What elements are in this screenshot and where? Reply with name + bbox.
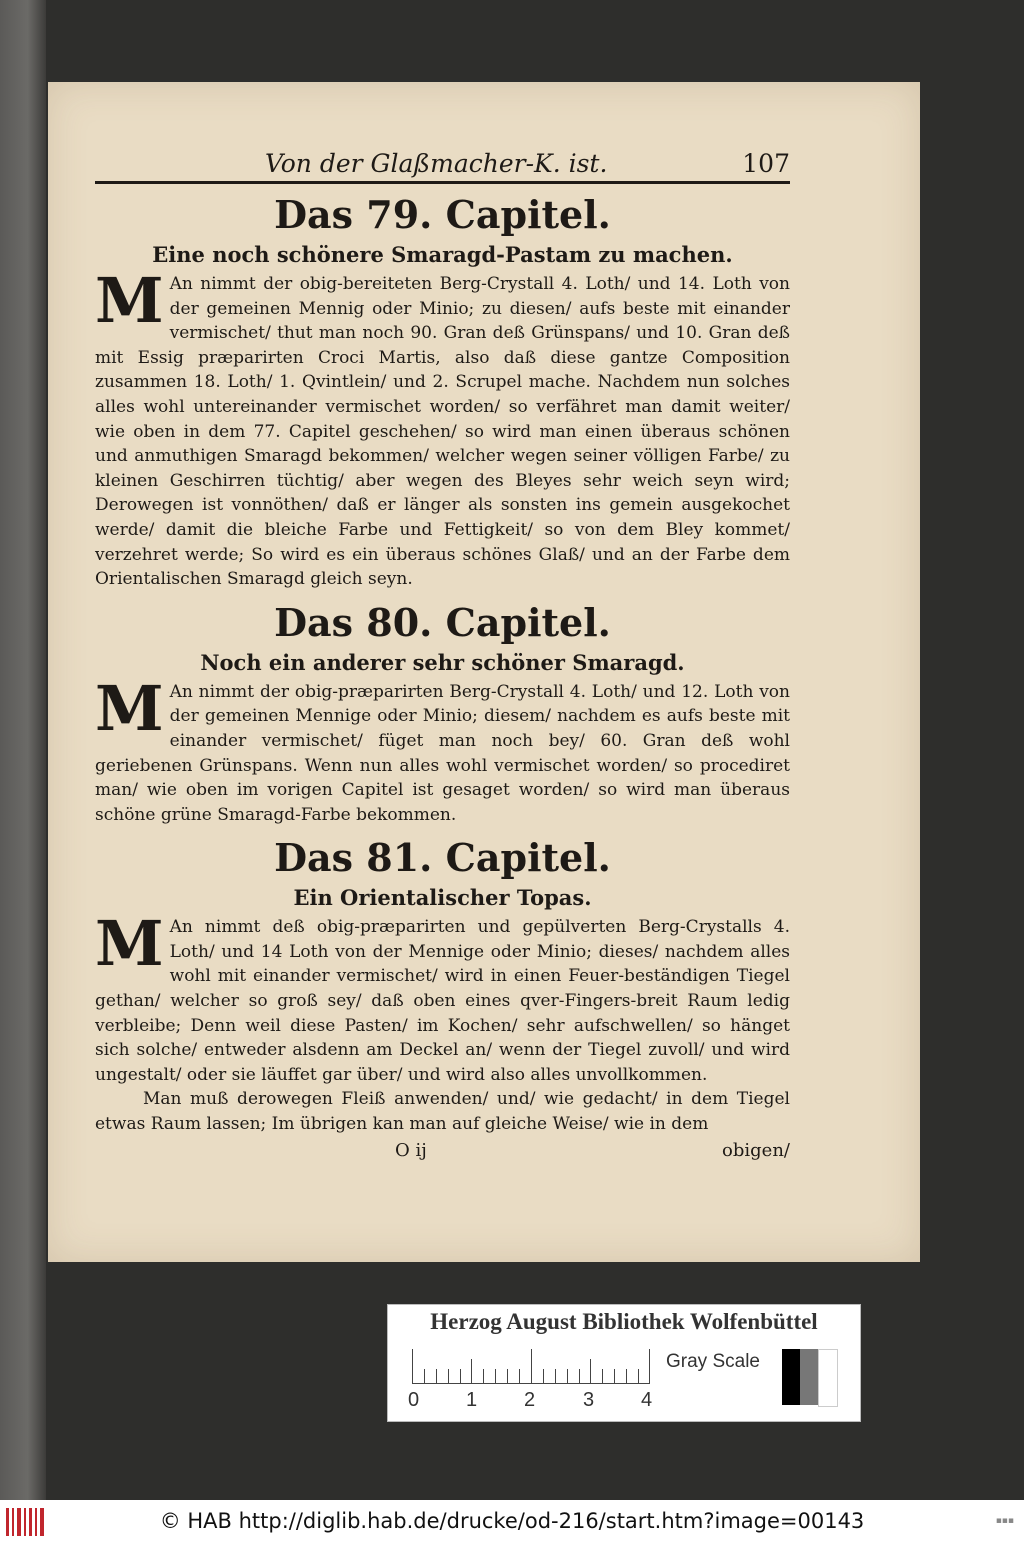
ruler-tick [424, 1369, 425, 1383]
chapter-79-title: Das 79. Capitel. [274, 192, 611, 237]
corner-mark: ▪▪▪ [995, 1516, 1014, 1526]
header-rule [95, 181, 790, 184]
ruler-tick [471, 1359, 472, 1383]
ruler-tick [531, 1349, 532, 1383]
chapter-80-body: An nimmt der obig-præparirten Berg-Crystall 4. Loth/ und 12. Loth von der gemeinen Mennige oder Minio; diesem/ nachdem es aufs beste mit einander vermischet/ füget man noch bey/ 60. Gran deß wohl geriebenen Grünspans. Wenn nun alles wohl vermischet worden/ so procediret man/ wie oben im vorigen Capitel ist gesaget worden/ so wird man überaus schöne grüne Smaragd-Farbe bekommen. [95, 681, 790, 825]
dropcap: M [95, 264, 164, 337]
copyright-text: © HAB http://diglib.hab.de/drucke/od-216/start.htm?image=00143 [159, 1509, 865, 1533]
chapter-80-title: Das 80. Capitel. [274, 599, 611, 645]
chapter-79-body: An nimmt der obig-bereiteten Berg-Crystall 4. Loth/ und 14. Loth von der gemeinen Mennig oder Minio; zu diesen/ aufs beste mit einander vermischet/ thut man noch 90. Gran deß Grünspans/ und 10. Gran deß mit Essig præparirten Croci Martis, also daß diese gantze Composition zusammen 18. Loth/ 1. Qvintlein/ und 2. Scrupel mache. Nachdem nun solches alles wohl untereinander vermischet worden/ so verfähret man damit weiter/ wie oben in dem 77. Capitel geschehen/ so wird man einen überaus schönen und anmuthigen Smaragd bekommen/ welcher wegen seiner völligen Farbe/ zu kleinen Geschirren tüchtig/ aber wegen des Bleyes sehr weich seyn wird; Derowegen ist vonnöthen/ daß er länger als sonsten ins gemein ausgekochet werde/ damit die bleiche Farbe und Fettigkeit/ so von dem Bley kommet/ verzehret werde; So wird es ein überaus schönes Glaß/ und an der Farbe dem Orientalischen Smaragd gleich seyn. [95, 274, 790, 590]
scale-ruler [412, 1349, 650, 1384]
ruler-tick [590, 1359, 591, 1383]
footer-bar [0, 1500, 1024, 1544]
ruler-tick [614, 1369, 615, 1383]
chapter-81-text-continued: Man muß derowegen Fleiß anwenden/ und/ wie gedacht/ in dem Tiegel etwas Raum lassen; Im übrigen kan man auf gleiche Weise/ wie in dem [95, 1089, 790, 1135]
ruler-number: 1 [466, 1389, 478, 1411]
chapter-81-title: Das 81. Capitel. [274, 835, 611, 881]
ruler-tick [507, 1369, 508, 1383]
black-swatch [782, 1349, 800, 1405]
chapter-81-text [95, 907, 790, 1087]
ruler-tick [543, 1369, 544, 1383]
ruler-number: 4 [641, 1389, 653, 1411]
chapter-79-text [95, 264, 790, 592]
gray-swatch [800, 1349, 818, 1405]
dropcap: M [95, 671, 164, 745]
ruler-tick [483, 1369, 484, 1383]
left-page-edge [0, 0, 46, 1500]
ruler-tick [626, 1369, 627, 1383]
library-color-card [387, 1304, 861, 1422]
ruler-tick [579, 1369, 580, 1383]
ruler-tick [460, 1369, 461, 1383]
gray-scale-label: Gray Scale [666, 1351, 760, 1372]
running-head: Von der Glaßmacher-K. ist. [265, 149, 608, 178]
ruler-tick [602, 1369, 603, 1383]
ruler-tick [638, 1369, 639, 1383]
ruler-tick [649, 1349, 650, 1383]
ruler-number: 2 [524, 1389, 536, 1411]
catchword: obigen/ [722, 1139, 790, 1161]
chapter-80-text [95, 671, 790, 828]
ruler-tick [412, 1349, 413, 1383]
white-swatch [818, 1349, 838, 1407]
ruler-tick [555, 1369, 556, 1383]
signature-mark: O ij [395, 1139, 427, 1161]
dropcap: M [95, 907, 164, 981]
chapter-79-subtitle: Eine noch schönere Smaragd-Pastam zu machen. [152, 242, 733, 267]
chapter-81-subtitle: Ein Orientalischer Topas. [293, 885, 592, 911]
page-footer [95, 1139, 790, 1163]
ruler-number: 3 [583, 1389, 595, 1411]
page-number: 107 [742, 149, 790, 178]
page-text [95, 138, 790, 1163]
ruler-tick [495, 1369, 496, 1383]
running-header [95, 138, 790, 178]
ruler-tick [567, 1369, 568, 1383]
chapter-81-body: An nimmt deß obig-præparirten und gepülverten Berg-Crystalls 4. Loth/ und 14 Loth von der Mennige oder Minio; dieses/ nachdem alles wohl mit einander vermischet/ wird in einen Feuer-beständigen Tiegel gethan/ welcher so groß sey/ daß oben eines qver-Fingers-breit Raum ledig verbleibe; Denn weil diese Pasten/ im Kochen/ sehr aufschwellen/ so hänget sich solche/ entweder alsdenn am Deckel an/ wenn der Tiegel zuvoll/ und wird ungestalt/ oder sie läuffet gar über/ und wird also alles unvollkommen. [95, 917, 790, 1085]
chapter-80-subtitle: Noch ein anderer sehr schöner Smaragd. [200, 649, 685, 675]
ruler-number: 0 [408, 1389, 420, 1411]
library-name: Herzog August Bibliothek Wolfenbüttel [430, 1309, 818, 1334]
ruler-tick [519, 1369, 520, 1383]
ruler-tick [448, 1369, 449, 1383]
ruler-tick [436, 1369, 437, 1383]
